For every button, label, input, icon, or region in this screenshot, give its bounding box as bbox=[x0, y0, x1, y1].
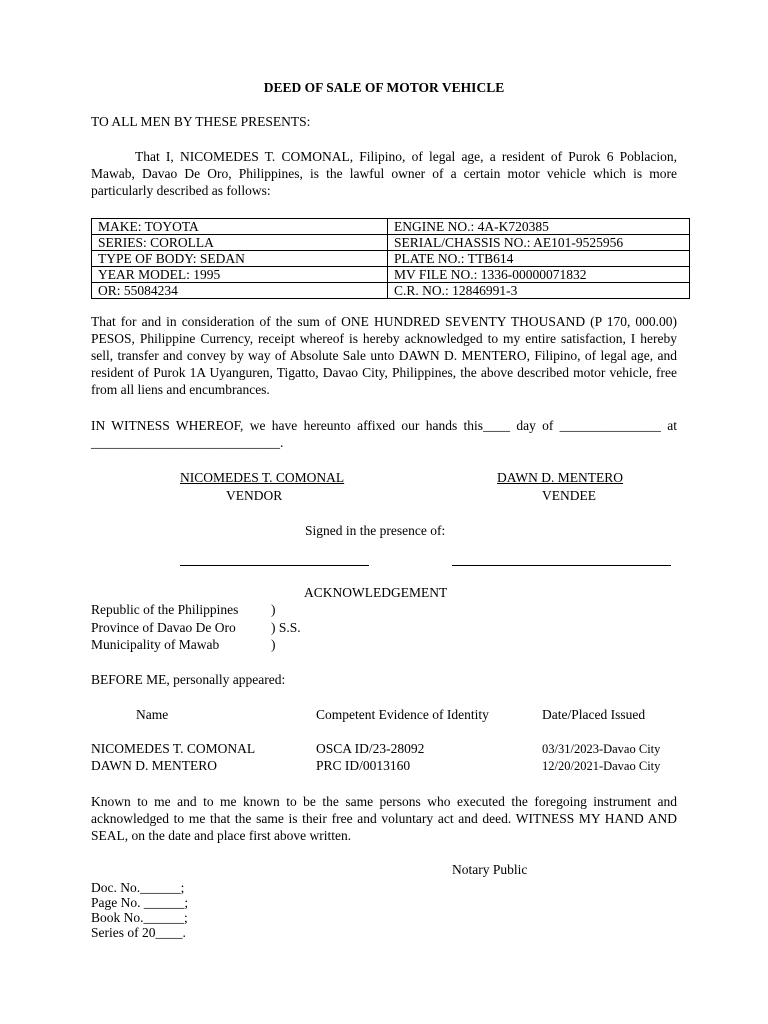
venue-label: Municipality of Mawab bbox=[91, 637, 220, 652]
doc-ref: Series of 20____. bbox=[91, 925, 186, 940]
table-cell: TYPE OF BODY: SEDAN bbox=[92, 251, 388, 267]
presence-text: Signed in the presence of: bbox=[305, 523, 446, 538]
table-row bbox=[92, 235, 690, 251]
intro-paragraph: That I, NICOMEDES T. COMONAL, Filipino, of legal age, a resident of Purok 6 Poblacion, Mawab, Davao De Oro, Philippines, is the lawful owner of a certain motor vehicle which is more particularly described as follows: bbox=[91, 149, 677, 198]
venue-label: Republic of the Philippines bbox=[91, 602, 239, 617]
table-cell: MV FILE NO.: 1336-00000071832 bbox=[388, 267, 690, 283]
notary-public-label: Notary Public bbox=[452, 862, 528, 877]
id-header: Name bbox=[136, 707, 169, 722]
known-paragraph: Known to me and to me known to be the same persons who executed the foregoing instrument and acknowledged to me that the same is their free and voluntary act and deed. WITNESS MY HAND AND SEAL, on the date and place first above written. bbox=[91, 794, 677, 843]
table-cell: SERIAL/CHASSIS NO.: AE101-9525956 bbox=[388, 235, 690, 251]
vendor-role: VENDOR bbox=[226, 488, 283, 503]
doc-ref: Doc. No.______; bbox=[91, 880, 185, 895]
consideration-paragraph: That for and in consideration of the sum of ONE HUNDRED SEVENTY THOUSAND (P 170, 000.00) PESOS, Philippine Currency, receipt whereof is hereby acknowledged to my entire satisfaction, I hereby sell, transfer and convey by way of Absolute Sale unto DAWN D. MENTERO, Filipino, of legal age, and resident of Purok 1A Uyanguren, Tigatto, Davao City, Philippines, the above described motor vehicle, free from all liens and encumbrances. bbox=[91, 314, 677, 397]
venue-mark: ) S.S. bbox=[271, 620, 301, 635]
id-row-name: DAWN D. MENTERO bbox=[91, 758, 218, 773]
table-row bbox=[92, 267, 690, 283]
id-row-date: 03/31/2023-Davao City bbox=[542, 742, 661, 756]
table-cell: PLATE NO.: TTB614 bbox=[388, 251, 690, 267]
witness-paragraph: IN WITNESS WHEREOF, we have hereunto affixed our hands this____ day of _______________ at ____________________________. bbox=[91, 418, 677, 450]
witness-signature-line bbox=[452, 565, 671, 566]
table-row bbox=[92, 283, 690, 299]
before-me-text: BEFORE ME, personally appeared: bbox=[91, 672, 286, 687]
id-header: Competent Evidence of Identity bbox=[316, 707, 489, 722]
table-cell: ENGINE NO.: 4A-K720385 bbox=[388, 219, 690, 235]
doc-ref: Book No.______; bbox=[91, 910, 188, 925]
id-row-name: NICOMEDES T. COMONAL bbox=[91, 741, 256, 756]
id-row-evidence: PRC ID/0013160 bbox=[316, 758, 411, 773]
vendor-name: NICOMEDES T. COMONAL bbox=[180, 470, 345, 485]
venue-mark: ) bbox=[271, 602, 276, 617]
vendee-name: DAWN D. MENTERO bbox=[497, 470, 624, 485]
id-row-evidence: OSCA ID/23-28092 bbox=[316, 741, 425, 756]
table-row bbox=[92, 251, 690, 267]
doc-ref: Page No. ______; bbox=[91, 895, 189, 910]
vendee-role: VENDEE bbox=[542, 488, 596, 503]
venue-label: Province of Davao De Oro bbox=[91, 620, 236, 635]
table-cell: SERIES: COROLLA bbox=[92, 235, 388, 251]
table-row bbox=[92, 219, 690, 235]
vehicle-details-table bbox=[91, 218, 690, 299]
id-row-date: 12/20/2021-Davao City bbox=[542, 759, 661, 773]
table-cell: YEAR MODEL: 1995 bbox=[92, 267, 388, 283]
id-header: Date/Placed Issued bbox=[542, 707, 646, 722]
venue-mark: ) bbox=[271, 637, 276, 652]
witness-signature-line bbox=[180, 565, 369, 566]
page-title: DEED OF SALE OF MOTOR VEHICLE bbox=[263, 80, 505, 95]
table-cell: MAKE: TOYOTA bbox=[92, 219, 388, 235]
greeting: TO ALL MEN BY THESE PRESENTS: bbox=[91, 114, 311, 129]
acknowledgement-title: ACKNOWLEDGEMENT bbox=[304, 585, 448, 600]
table-cell: OR: 55084234 bbox=[92, 283, 388, 299]
table-cell: C.R. NO.: 12846991-3 bbox=[388, 283, 690, 299]
